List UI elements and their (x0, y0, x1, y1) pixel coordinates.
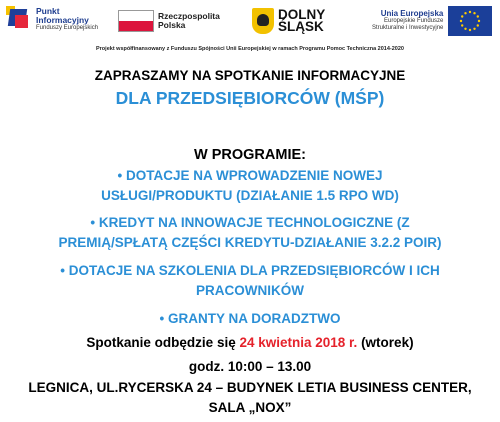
ue-line1: Unia Europejska (380, 8, 444, 18)
fe-mark-icon (6, 6, 32, 32)
eu-star-icon (461, 15, 463, 17)
fe-line3: Funduszy Europejskich (36, 24, 99, 31)
program-item-1-line1 (0, 168, 500, 183)
eu-star-icon (460, 20, 462, 22)
ue-logo-text (372, 10, 443, 33)
eu-star-icon (477, 24, 479, 26)
program-item-1-line2: USŁUGI/PRODUKTU (DZIAŁANIE 1.5 RPO WD) (101, 188, 399, 203)
program-item-2-text: KREDYT NA INNOWACJE TECHNOLOGICZNE (Z (98, 215, 410, 230)
program-item-4-line1 (0, 311, 500, 326)
meeting-date-line (0, 335, 500, 350)
program-item-3-line1 (0, 263, 500, 278)
meeting-place-line2: SALA „NOX” (208, 400, 292, 415)
crest-icon (252, 8, 274, 34)
fe-logo-text (36, 7, 98, 32)
eu-flag-icon (448, 6, 492, 36)
program-item-1-text: DOTACJE NA WPROWADZENIE NOWEJ (125, 168, 383, 183)
ue-line2: Europejskie Fundusze (384, 18, 444, 25)
bullet-icon: • (159, 311, 165, 326)
eu-star-icon (474, 12, 476, 14)
meeting-date: 24 kwietnia 2018 r. (239, 335, 358, 350)
rzeczpospolita-logo (118, 10, 220, 32)
audience-heading: DLA PRZEDSIĘBIORCÓW (MŚP) (115, 88, 385, 108)
ds-line2: ŚLĄSK (278, 19, 324, 34)
ds-logo-text (278, 9, 325, 33)
program-item-2-line2: PREMIĄ/SPŁATĄ CZĘŚCI KREDYTU-DZIAŁANIE 3.2.2 POIR) (58, 235, 442, 250)
eu-stars-icon (448, 6, 492, 36)
bullet-icon: • (90, 215, 96, 230)
dolny-slask-logo (252, 8, 325, 34)
program-label: W PROGRAMIE: (194, 147, 306, 163)
meeting-prefix: Spotkanie odbędzie się (86, 335, 240, 350)
fe-line2: Informacyjny (36, 14, 89, 25)
eu-star-icon (478, 20, 480, 22)
rp-line2: Polska (158, 20, 186, 30)
meeting-weekday: (wtorek) (357, 335, 414, 350)
program-item-4-text: GRANTY NA DORADZTWO (168, 311, 341, 326)
fundusze-europejskie-logo (6, 6, 98, 32)
program-item-2-line1 (0, 215, 500, 230)
eu-star-icon (477, 15, 479, 17)
rp-line1: Rzeczpospolita (158, 10, 220, 21)
meeting-time: godz. 10:00 – 13.00 (188, 359, 312, 374)
eu-star-icon (469, 29, 471, 31)
eu-star-icon (474, 28, 476, 30)
bullet-icon: • (60, 263, 65, 278)
invitation-heading: ZAPRASZAMY NA SPOTKANIE INFORMACYJNE (94, 68, 406, 83)
rp-logo-text (158, 12, 220, 31)
eu-star-icon (465, 28, 467, 30)
fe-line1: Punkt (36, 5, 60, 16)
ds-line1: DOLNY (278, 7, 326, 22)
project-note: Projekt współfinansowany z Funduszu Spójności Unii Europejskiej w ramach Programu Pomoc Techniczna 2014-2020 (96, 46, 404, 52)
bullet-icon: • (117, 168, 123, 183)
ue-line3: Strukturalne i Inwestycyjne (372, 25, 444, 32)
program-item-3-line2: PRACOWNIKÓW (196, 283, 304, 298)
unia-europejska-logo (372, 6, 492, 36)
eu-star-icon (465, 12, 467, 14)
eu-star-icon (461, 24, 463, 26)
program-item-3-text: DOTACJE NA SZKOLENIA DLA PRZEDSIĘBIORCÓW I ICH (68, 263, 440, 278)
polish-flag-icon (118, 10, 154, 32)
logo-strip (0, 0, 500, 44)
eu-star-icon (469, 11, 471, 13)
meeting-place-line1: LEGNICA, UL.RYCERSKA 24 – BUDYNEK LETIA BUSINESS CENTER, (28, 380, 472, 395)
